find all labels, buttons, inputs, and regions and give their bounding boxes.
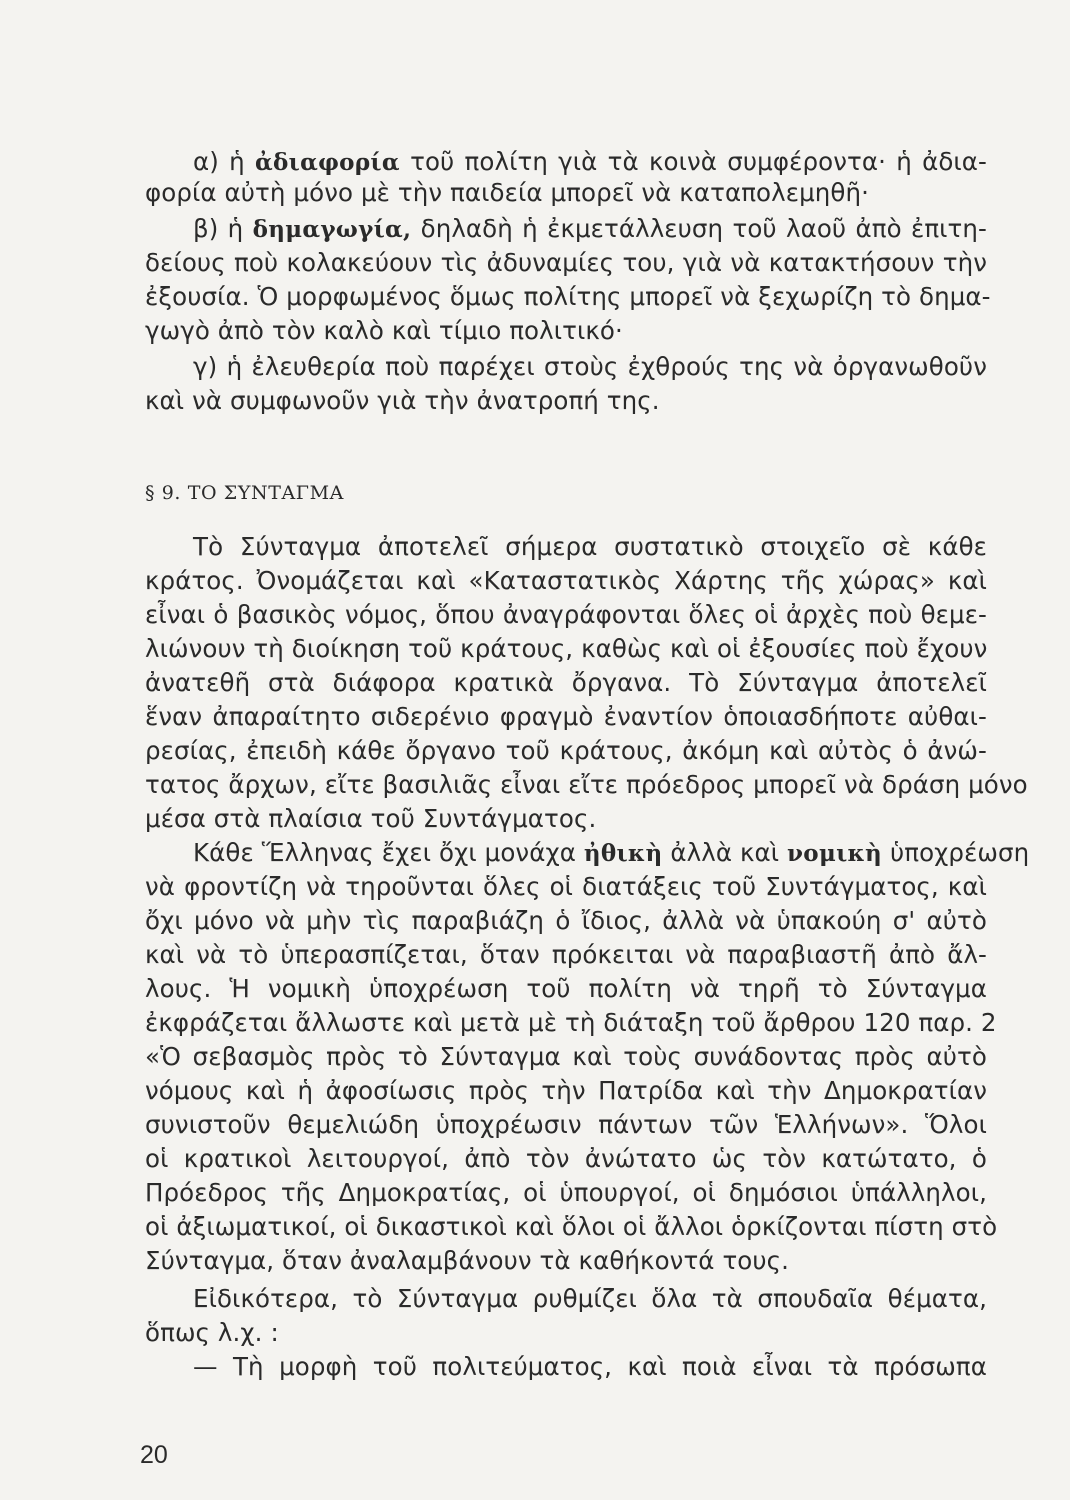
para2-line: οἱ ἀξιωματικοί, οἱ δικαστικοὶ καὶ ὅλοι οἱ ἄλλοι ὁρκίζονται πίστη στὸ xyxy=(145,1212,998,1241)
page-number: 20 xyxy=(140,1441,168,1469)
para3-line: Εἰδικότερα, τὸ Σύνταγμα ρυθμίζει ὅλα τὰ σπουδαῖα θέματα, xyxy=(193,1284,987,1313)
para3-line: — Τὴ μορφὴ τοῦ πολιτεύματος, καὶ ποιὰ εἶναι τὰ πρόσωπα xyxy=(193,1352,987,1381)
para2-line: συνιστοῦν θεμελιώδη ὑποχρέωσιν πάντων τῶν Ἑλλήνων». Ὅλοι xyxy=(145,1110,987,1139)
para2-line: «Ὁ σεβασμὸς πρὸς τὸ Σύνταγμα καὶ τοὺς συνάδοντας πρὸς αὐτὸ xyxy=(145,1042,987,1071)
section-b-line-2: δείους ποὺ κολακεύουν τὶς ἀδυναμίες του, γιὰ νὰ κατακτήσουν τὴν xyxy=(145,248,987,277)
section-b-line-4: γωγὸ ἀπὸ τὸν καλὸ καὶ τίμιο πολιτικό· xyxy=(145,316,623,345)
para1-line: εἶναι ὁ βασικὸς νόμος, ὅπου ἀναγράφονται ὅλες οἱ ἀρχὲς ποὺ θεμε- xyxy=(145,600,987,629)
para1-line: ρεσίας, ἐπειδὴ κάθε ὄργανο τοῦ κράτους, ἀκόμη καὶ αὐτὸς ὁ ἀνώ- xyxy=(145,736,987,765)
para2-line: οἱ κρατικοὶ λειτουργοί, ἀπὸ τὸν ἀνώτατο ὡς τὸν κατώτατο, ὁ xyxy=(145,1144,987,1173)
para1-line: Τὸ Σύνταγμα ἀποτελεῖ σήμερα συστατικὸ στοιχεῖο σὲ κάθε xyxy=(193,532,987,561)
para1-line: λιώνουν τὴ διοίκηση τοῦ κράτους, καθὼς καὶ οἱ ἐξουσίες ποὺ ἔχουν xyxy=(145,634,988,663)
section-heading: § 9. ΤΟ ΣΥΝΤΑΓΜΑ xyxy=(145,482,344,504)
para2-line: ἐκφράζεται ἄλλωστε καὶ μετὰ μὲ τὴ διάταξη τοῦ ἄρθρου 120 παρ. 2 xyxy=(145,1008,997,1037)
bold-term-nomiki: νομικὴ xyxy=(787,840,883,867)
section-b-line-1: β) ἡ δημαγωγία, δηλαδὴ ἡ ἐκμετάλλευση τοῦ λαοῦ ἀπὸ ἐπιτη- xyxy=(193,214,987,243)
para1-line: μέσα στὰ πλαίσια τοῦ Συντάγματος. xyxy=(145,804,597,833)
para1-line: ἕναν ἀπαραίτητο σιδερένιο φραγμὸ ἐναντίον ὁποιασδήποτε αὐθαι- xyxy=(145,702,987,731)
para2-line: ὄχι μόνο νὰ μὴν τὶς παραβιάζη ὁ ἴδιος, ἀλλὰ νὰ ὑπακούη σ' αὐτὸ xyxy=(145,906,987,935)
para2-line: νόμους καὶ ἡ ἀφοσίωσις πρὸς τὴν Πατρίδα καὶ τὴν Δημοκρατίαν xyxy=(145,1076,987,1105)
section-c-line-2: καὶ νὰ συμφωνοῦν γιὰ τὴν ἀνατροπή της. xyxy=(145,386,660,415)
bold-term-dimagogia: δημαγωγία, xyxy=(252,216,412,243)
para2-line: νὰ φροντίζη νὰ τηροῦνται ὅλες οἱ διατάξεις τοῦ Συντάγματος, καὶ xyxy=(145,872,987,901)
para1-line: τατος ἄρχων, εἴτε βασιλιᾶς εἶναι εἴτε πρόεδρος μπορεῖ νὰ δράση μόνο xyxy=(145,770,1028,799)
para1-line: κράτος. Ὀνομάζεται καὶ «Καταστατικὸς Χάρτης τῆς χώρας» καὶ xyxy=(145,566,987,595)
section-a-line-1: α) ἡ ἀδιαφορία τοῦ πολίτη γιὰ τὰ κοινὰ συμφέροντα· ἡ ἀδια- xyxy=(193,147,987,176)
para2-line: Πρόεδρος τῆς Δημοκρατίας, οἱ ὑπουργοί, οἱ δημόσιοι ὑπάλληλοι, xyxy=(145,1178,987,1207)
section-c-line-1: γ) ἡ ἐλευθερία ποὺ παρέχει στοὺς ἐχθρούς της νὰ ὀργανωθοῦν xyxy=(193,352,987,381)
section-b-line-3: ἐξουσία. Ὁ μορφωμένος ὅμως πολίτης μπορεῖ νὰ ξεχωρίζη τὸ δημα- xyxy=(145,282,991,311)
para2-line: Σύνταγμα, ὅταν ἀναλαμβάνουν τὰ καθήκοντά τους. xyxy=(145,1246,790,1275)
bold-term-adiaforia: ἀδιαφορία xyxy=(255,149,400,176)
para2-line-1: Κάθε Ἕλληνας ἔχει ὄχι μονάχα ἠθικὴ ἀλλὰ καὶ νομικὴ ὑποχρέωση xyxy=(193,838,1030,867)
section-a-line-2: φορία αὐτὴ μόνο μὲ τὴν παιδεία μπορεῖ νὰ καταπολεμηθῆ· xyxy=(145,178,869,207)
bold-term-ithiki: ἠθικὴ xyxy=(583,840,663,867)
para2-line: καὶ νὰ τὸ ὑπερασπίζεται, ὅταν πρόκειται νὰ παραβιαστῆ ἀπὸ ἄλ- xyxy=(145,940,987,969)
para3-line: ὅπως λ.χ. : xyxy=(145,1318,279,1347)
para2-line: λους. Ἡ νομικὴ ὑποχρέωση τοῦ πολίτη νὰ τηρῆ τὸ Σύνταγμα xyxy=(145,974,987,1003)
para1-line: ἀνατεθῆ στὰ διάφορα κρατικὰ ὄργανα. Τὸ Σύνταγμα ἀποτελεῖ xyxy=(145,668,987,697)
